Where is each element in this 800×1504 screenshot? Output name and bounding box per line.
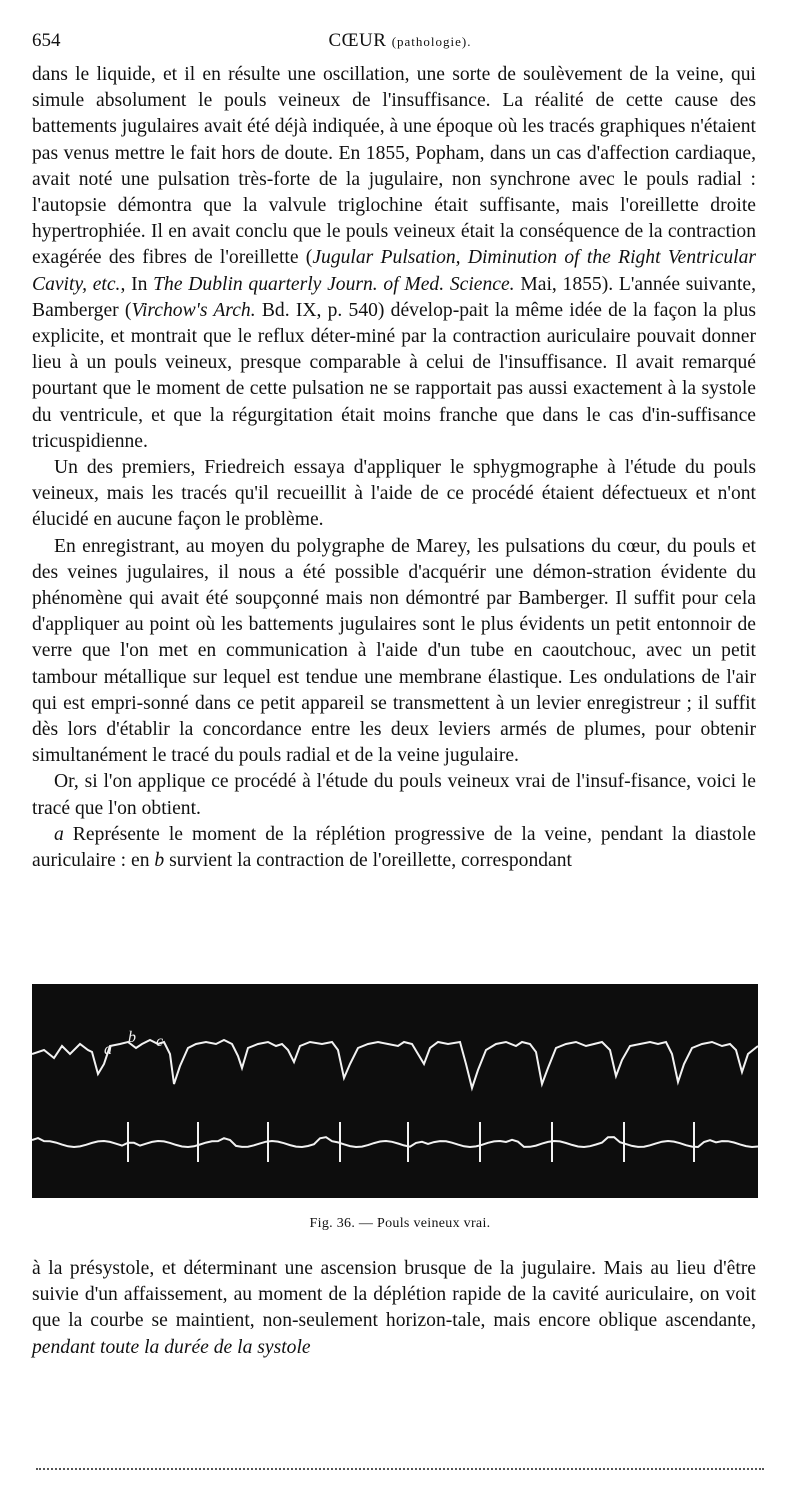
- running-head: [32, 30, 768, 56]
- paragraph-p3: [32, 534, 756, 770]
- footer-rule: [36, 1468, 764, 1470]
- paragraph-p5: [32, 822, 756, 874]
- tracing-plate: [32, 984, 758, 1198]
- trace-label-c: c: [156, 1033, 164, 1050]
- text-run: Représente le moment de la réplétion progressive de la veine, pendant la diastole auriculaire : en: [32, 823, 756, 872]
- text-run: En enregistrant, au moyen du polygraphe de Marey, les pulsations du cœur, du pouls et des veines jugulaires, il nous a été possible d'acquérir une démon-stration évidente du phénomène qui avait été soupçonné mais non démontré par Bamberger. Il suffit pour cela d'appliquer au point où les battements jugulaires sont le plus évidents un petit entonnoir de verre que l'on met en communication à l'aide d'un tube en caoutchouc, avec un petit tambour métallique sur lequel est tendue une membrane élastique. Les ondulations de l'air qui est empri-sonné dans ce petit appareil se transmettent à un levier enregistreur ; il suffit dès lors d'établir la concordance entre les deux leviers armés de plumes, pour obtenir simultanément le tracé du pouls radial et de la veine jugulaire.: [32, 535, 756, 767]
- text-run: dans le liquide, et il en résulte une oscillation, une sorte de soulèvement de la veine, qui simule absolument le pouls veineux de l'insuffisance. La réalité de cette cause des battements jugulaires avait été déjà indiquée, à une époque où les tracés graphiques n'étaient pas venus mettre le fait hors de doute. En 1855, Popham, dans un cas d'affection cardiaque, avait noté une pulsation très-forte de la jugulaire, non synchrone avec le pouls radial : l'autopsie démontra que la valvule triglochine était suffisante, mais l'oreillette droite hypertrophiée. Il en avait conclu que le pouls veineux était la conséquence de la contraction exagérée des fibres de l'oreillette (: [32, 64, 756, 269]
- italic-run: Jugular Pulsation, Diminution of the Right Ventricular Cavity, etc.: [32, 247, 756, 295]
- body-text-bottom: [32, 1256, 756, 1361]
- italic-run: Virchow's Arch.: [131, 299, 256, 321]
- italic-run: pendant toute la durée de la systole: [32, 1336, 311, 1358]
- paragraph-p4: [32, 769, 756, 821]
- paragraph-p6: [32, 1256, 756, 1361]
- text-run: Bd. IX, p. 540) dévelop-pait la même idée de la façon la plus explicite, et montrait que le reflux déter-miné par la contraction auriculaire pouvait donner lieu à un pouls veineux, presque comparable à celui de l'insuffisance. Il avait remarqué pourtant que le moment de cette pulsation ne se rapportait pas aussi exactement à la systole du ventricule, et que la régurgitation était moins franche que dans le cas d'in-suffisance tricuspidienne.: [32, 299, 756, 452]
- text-run: Or, si l'on applique ce procédé à l'étude du pouls veineux vrai de l'insuf-fisance, voici le tracé que l'on obtient.: [32, 771, 756, 819]
- trace-label-a: a: [104, 1041, 112, 1058]
- figure-caption: Fig. 36. — Pouls veineux vrai.: [309, 1216, 491, 1231]
- figure-venous-pulse-tracing: [32, 984, 758, 1198]
- page-number: 654: [32, 30, 61, 51]
- italic-run: The Dublin quarterly Journ. of Med. Science.: [153, 273, 515, 295]
- running-title-main: CŒUR: [328, 30, 387, 51]
- plate-background: [32, 984, 758, 1198]
- text-run: Mai, 1855). L'année suivante, Bamberger (: [32, 273, 756, 321]
- text-run: survient la contraction de l'oreillette, correspondant: [164, 850, 572, 872]
- paragraph-p2: [32, 455, 756, 534]
- running-title: [32, 30, 768, 52]
- paragraph-p1: [32, 62, 756, 455]
- italic-run: b: [154, 850, 165, 872]
- text-run: à la présystole, et déterminant une ascension brusque de la jugulaire. Mais au lieu d'être suivie d'un affaissement, au moment de la déplétion rapide de la cavité auriculaire, on voit que la courbe se maintient, non-seulement horizon-tale, mais encore oblique ascendante,: [32, 1258, 756, 1332]
- text-run: , In: [120, 273, 154, 295]
- running-title-sub: (pathologie).: [391, 34, 472, 49]
- text-run: Un des premiers, Friedreich essaya d'appliquer le sphygmographe à l'étude du pouls veineux, mais les tracés qu'il recueillit à l'aide de ce procédé étaient défectueux et n'ont élucidé en aucune façon le problème.: [32, 457, 756, 531]
- body-text-top: [32, 62, 756, 874]
- italic-run: a: [54, 823, 64, 845]
- trace-label-b: b: [128, 1029, 136, 1046]
